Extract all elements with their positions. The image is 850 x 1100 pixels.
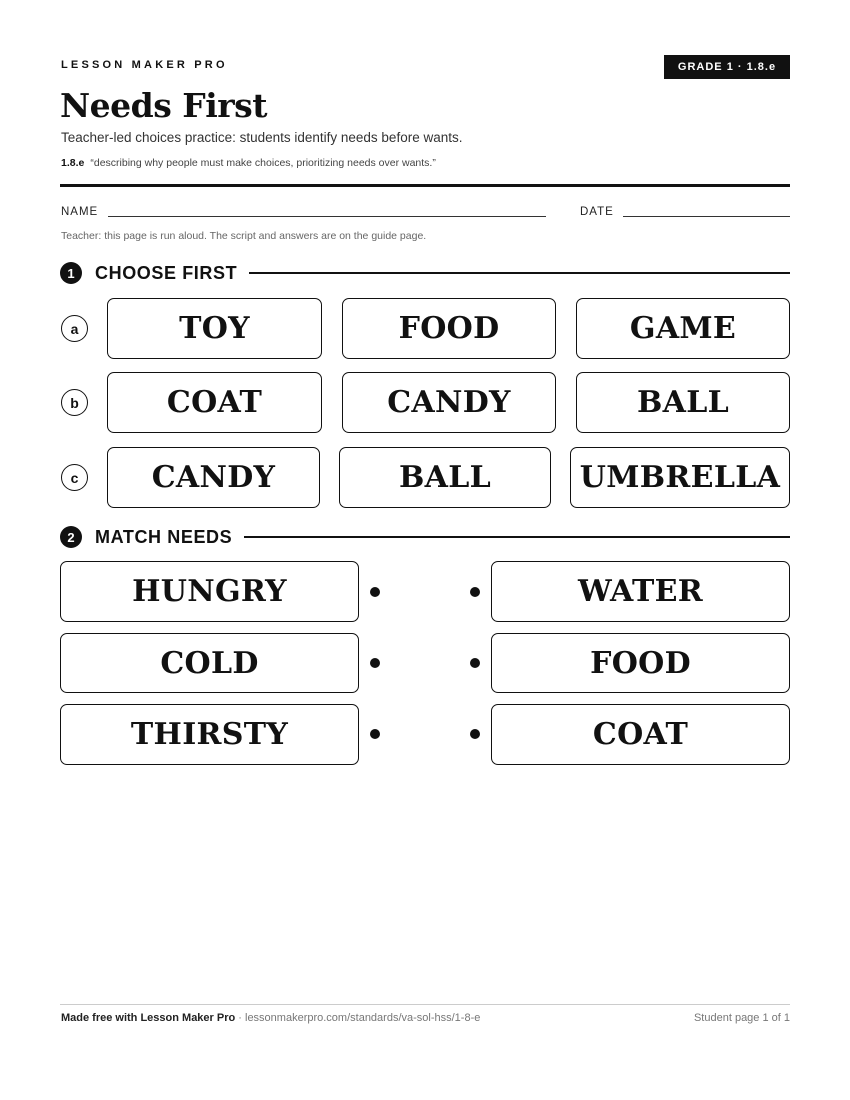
header-divider	[60, 184, 790, 187]
choice-card[interactable]: UMBRELLA	[570, 447, 790, 508]
choice-card[interactable]: BALL	[339, 447, 551, 508]
page-subtitle: Teacher-led choices practice: students identify needs before wants.	[61, 130, 463, 145]
row-letter-b: b	[61, 389, 88, 416]
section-rule	[249, 272, 790, 274]
name-field[interactable]	[108, 216, 546, 217]
section-title: MATCH NEEDS	[95, 526, 233, 547]
page-title: Needs First	[60, 86, 267, 125]
match-dot[interactable]	[370, 587, 380, 597]
section-choose-first-header	[60, 262, 790, 284]
footer-made-with: Made free with Lesson Maker Pro	[61, 1012, 236, 1024]
date-field[interactable]	[623, 216, 790, 217]
match-left-card[interactable]: THIRSTY	[60, 704, 359, 765]
footer-page-label: Student page 1 of 1	[693, 1012, 790, 1024]
date-label: DATE	[580, 206, 614, 218]
match-left-card[interactable]: HUNGRY	[60, 561, 359, 622]
choice-card[interactable]: CANDY	[342, 372, 556, 433]
row-letter-a: a	[61, 315, 88, 342]
standard-line	[61, 157, 436, 169]
match-left-card[interactable]: COLD	[60, 633, 359, 693]
match-dot[interactable]	[470, 587, 480, 597]
match-dot[interactable]	[370, 658, 380, 668]
choice-card[interactable]: COAT	[107, 372, 322, 433]
choice-card[interactable]: CANDY	[107, 447, 320, 508]
match-right-card[interactable]: COAT	[491, 704, 790, 765]
section-rule	[244, 536, 790, 538]
name-label: NAME	[61, 206, 99, 218]
match-dot[interactable]	[370, 729, 380, 739]
standard-code: 1.8.e	[61, 157, 85, 169]
footer-divider	[60, 1004, 790, 1005]
choice-card[interactable]: FOOD	[342, 298, 556, 359]
teacher-note: Teacher: this page is run aloud. The script and answers are on the guide page.	[61, 230, 427, 242]
standard-text: “describing why people must make choices, prioritizing needs over wants.”	[90, 157, 436, 169]
choice-card[interactable]: GAME	[576, 298, 790, 359]
choice-card[interactable]: BALL	[576, 372, 790, 433]
footer-credit	[61, 1012, 480, 1024]
match-dot[interactable]	[470, 729, 480, 739]
section-number: 1	[60, 262, 82, 284]
match-dot[interactable]	[470, 658, 480, 668]
section-match-needs-header	[60, 526, 790, 548]
row-letter-c: c	[61, 464, 88, 491]
section-number: 2	[60, 526, 82, 548]
choice-card[interactable]: TOY	[107, 298, 322, 359]
brand-name: LESSON MAKER PRO	[61, 59, 228, 71]
section-title: CHOOSE FIRST	[95, 262, 238, 283]
match-right-card[interactable]: WATER	[491, 561, 790, 622]
footer-url[interactable]: · lessonmakerpro.com/standards/va-sol-hss/1-8-e	[235, 1012, 481, 1024]
grade-badge: GRADE 1 · 1.8.e	[664, 55, 790, 79]
match-right-card[interactable]: FOOD	[491, 633, 790, 693]
